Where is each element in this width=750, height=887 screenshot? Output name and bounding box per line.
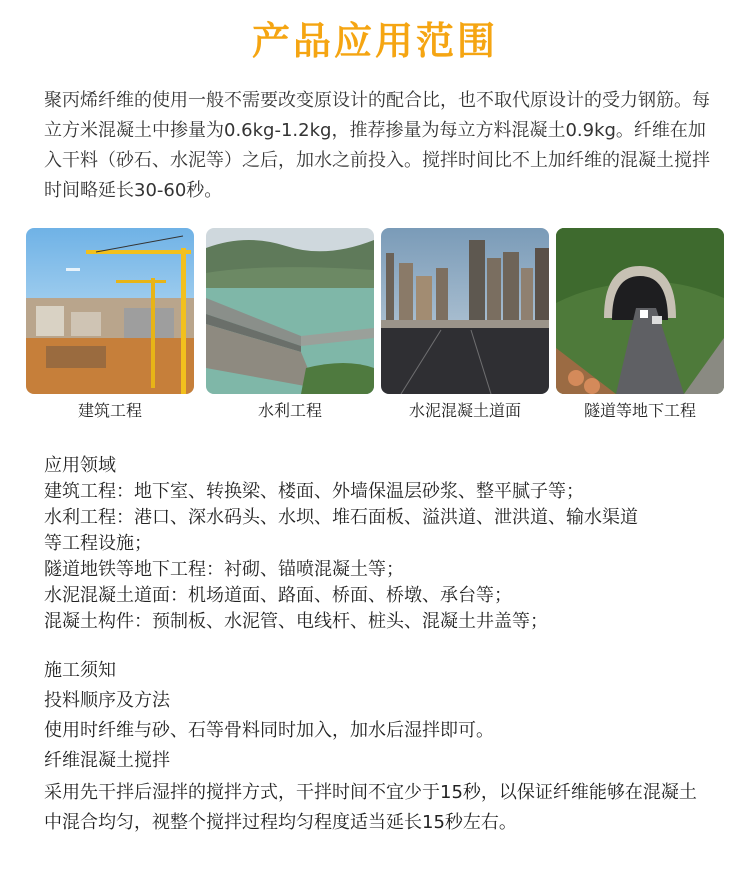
dam-river-photo	[206, 228, 374, 394]
caption-water-conservancy: 水利工程	[257, 401, 322, 420]
tunnel-photo	[556, 228, 724, 394]
construction-heading: 施工须知	[44, 660, 116, 681]
caption-concrete-pavement: 水泥混凝土道面	[408, 401, 521, 420]
intro-paragraph: 聚丙烯纤维的使用一般不需要改变原设计的配合比，也不取代原设计的受力钢筋。每立方米混凝土中掺量为0.6kg-1.2kg，推荐掺量为每立方料混凝土0.9kg。纤维在加入干料（砂石、水泥等）之后，加水之前投入。搅拌时间比不上加纤维的混凝土搅拌时间略延长30-60秒。	[44, 90, 710, 201]
application-line: 水泥混凝土道面：机场道面、路面、桥面、桥墩、承台等；	[44, 585, 512, 606]
construction-section	[44, 658, 724, 838]
application-line: 建筑工程：地下室、转换梁、楼面、外墙保温层砂浆、整平腻子等；	[44, 481, 584, 502]
tunnel-icon	[556, 228, 724, 394]
applications-section	[44, 453, 724, 635]
page-title: 产品应用范围	[251, 19, 498, 63]
application-line: 混凝土构件：预制板、水泥管、电线杆、桩头、混凝土井盖等；	[44, 611, 548, 632]
construction-site-icon	[26, 228, 194, 394]
feeding-method-subheading: 投料顺序及方法	[44, 690, 170, 711]
dam-river-icon	[206, 228, 374, 394]
application-gallery	[26, 228, 724, 428]
city-road-icon	[381, 228, 549, 394]
mixing-text: 采用先干拌后湿拌的搅拌方式，干拌时间不宜少于15秒，以保证纤维能够在混凝土中混合均匀，视整个搅拌过程均匀程度适当延长15秒左右。	[44, 782, 697, 833]
mixing-subheading: 纤维混凝土搅拌	[44, 750, 170, 771]
caption-construction: 建筑工程	[77, 401, 142, 420]
feeding-method-text: 使用时纤维与砂、石等骨料同时加入，加水后湿拌即可。	[44, 720, 494, 741]
construction-site-photo	[26, 228, 194, 394]
application-line: 水利工程：港口、深水码头、水坝、堆石面板、溢洪道、泄洪道、输水渠道	[44, 507, 638, 528]
application-line: 等工程设施；	[44, 533, 152, 554]
city-road-photo	[381, 228, 549, 394]
caption-tunnel: 隧道等地下工程	[583, 401, 696, 420]
applications-heading: 应用领域	[44, 455, 116, 476]
application-line: 隧道地铁等地下工程：衬砌、锚喷混凝土等；	[44, 559, 404, 580]
